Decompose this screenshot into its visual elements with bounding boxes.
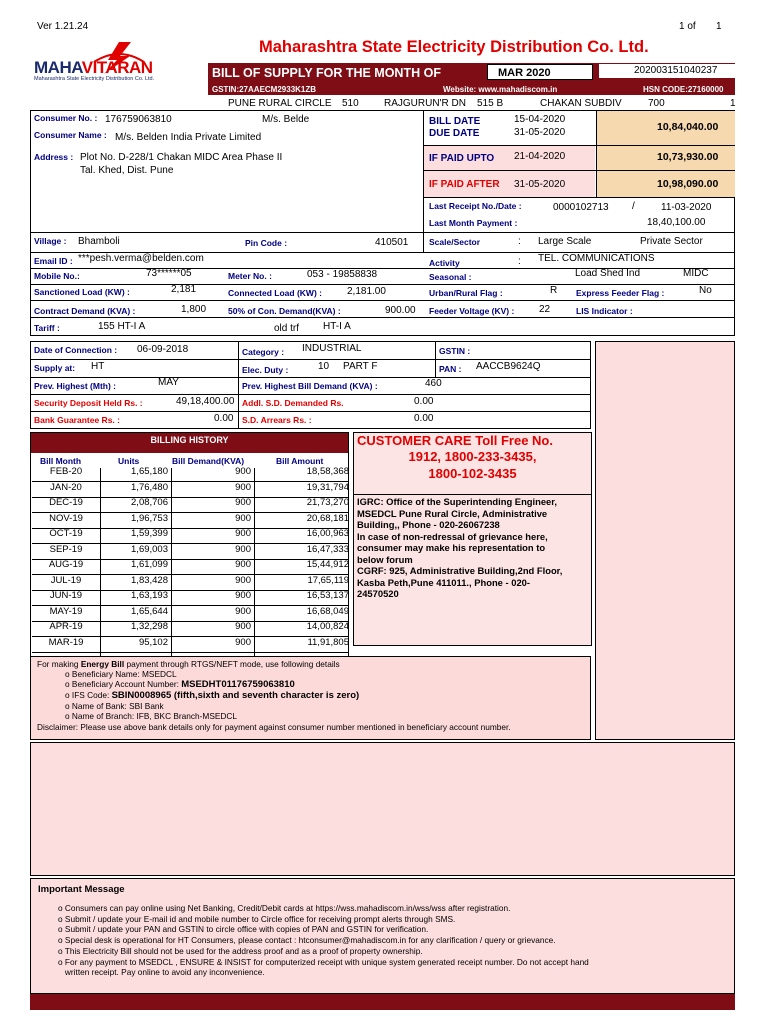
igrc-line: Building,, Phone - 020-26067238 <box>357 519 500 530</box>
connection-date: 06-09-2018 <box>137 344 189 355</box>
history-cell-month: APR-19 <box>49 621 83 632</box>
table-row <box>32 637 347 653</box>
history-header-month: Bill Month <box>40 456 82 466</box>
history-cell-units: 2,08,706 <box>131 497 168 508</box>
category-label: Category : <box>242 347 285 357</box>
table-row <box>32 590 347 606</box>
security-deposit-label: Security Deposit Held Rs. : <box>34 398 143 408</box>
table-row <box>32 497 347 513</box>
history-cell-amount: 11,91,805 <box>307 636 349 648</box>
division-name: RAJGURUN'R DN <box>384 98 466 109</box>
history-cell-demand: 900 <box>235 636 251 648</box>
igrc-line: consumer may make his representation to <box>357 542 546 553</box>
last-receipt-date: 11-03-2020 <box>661 202 712 213</box>
table-row <box>32 606 347 622</box>
fifty-percent-label: 50% of Con. Demand(KVA) : <box>228 306 341 316</box>
lis-indicator-label: LIS Indicator : <box>576 306 633 316</box>
divider <box>30 317 735 318</box>
sector: Private Sector <box>640 236 703 247</box>
receipt-separator: / <box>632 201 635 212</box>
igrc-line: MSEDCL Pune Rural Circle, Administrative <box>357 507 548 519</box>
payment-intro-c: payment through RTGS/NEFT mode, use following details <box>124 659 340 669</box>
circle-name: PUNE RURAL CIRCLE <box>228 98 332 109</box>
blank-message-area <box>30 742 735 876</box>
table-row <box>32 528 347 544</box>
history-cell-month: FEB-20 <box>49 466 83 477</box>
pin-code: 410501 <box>375 237 409 248</box>
billing-history-title: BILLING HISTORY <box>31 433 348 453</box>
history-cell-units: 95,102 <box>138 636 168 648</box>
history-cell-amount: 16,47,333 <box>306 543 349 555</box>
history-cell-demand: 900 <box>235 559 251 570</box>
meter-number: 053 - 19858838 <box>307 269 378 280</box>
divider <box>30 359 591 360</box>
sd-arrears: 0.00 <box>414 413 434 424</box>
logo-word-a: MAHA <box>34 58 82 77</box>
history-cell-amount: 20,68,181 <box>306 512 349 524</box>
hsn-code: HSN CODE:27160000 <box>643 85 724 94</box>
branch-name: o Name of Branch: IFB, BKC Branch-MSEDCL <box>65 711 237 721</box>
payment-disclaimer: Disclaimer: Please use above bank details only for payment against consumer number mentioned in beneficiary account number. <box>37 722 511 732</box>
bill-title: BILL OF SUPPLY FOR THE MONTH OF <box>212 66 441 80</box>
important-message-line: o Special desk is operational for HT Consumers, please contact : htconsumer@mahadiscom.in for any clarification / query or grievance. <box>58 935 556 946</box>
history-cell-amount: 19,31,794 <box>306 481 349 493</box>
last-receipt-label: Last Receipt No./Date : <box>429 201 522 211</box>
history-cell-demand: 900 <box>235 528 251 539</box>
last-payment-label: Last Month Payment : <box>429 218 518 228</box>
mahavitaran-logo <box>34 40 204 88</box>
history-header-amount: Bill Amount <box>276 456 324 466</box>
division-code: 515 B <box>477 98 504 109</box>
sheet-number: 1 <box>730 98 736 109</box>
divider <box>30 394 591 395</box>
igrc-line: Kasba Peth,Pune 411011., Phone - 020- <box>357 576 530 588</box>
activity-colon: : <box>518 256 521 267</box>
history-cell-demand: 900 <box>235 621 251 632</box>
table-row <box>32 544 347 560</box>
igrc-line: below forum <box>357 553 413 565</box>
history-cell-units: 1,65,644 <box>131 605 168 617</box>
email: ***pesh.verma@belden.com <box>78 253 204 264</box>
due-date-label: DUE DATE <box>429 128 480 139</box>
addl-sd: 0.00 <box>414 396 434 407</box>
circle-code: 510 <box>342 98 359 109</box>
bill-date: 15-04-2020 <box>514 114 566 125</box>
consumer-no-label: Consumer No. : <box>34 113 98 123</box>
paid-upto-label: IF PAID UPTO <box>429 153 495 164</box>
payment-intro <box>37 659 340 669</box>
gstin-header: GSTIN:27AAECM2933K1ZB <box>212 85 317 94</box>
bill-month: MAR 2020 <box>487 64 593 80</box>
bank-name: o Name of Bank: SBI Bank <box>65 701 164 711</box>
important-message-line: o Submit / update your PAN and GSTIN to circle office with copies of PAN and GSTIN for verification. <box>58 924 429 935</box>
paid-after-date: 31-05-2020 <box>514 179 566 190</box>
important-message-line: written receipt. Pay online to avoid any inconvenience. <box>58 967 265 978</box>
old-tariff: HT-I A <box>323 321 351 332</box>
paid-after-label: IF PAID AFTER <box>429 179 500 190</box>
history-cell-month: JUL-19 <box>50 574 82 586</box>
igrc-line: CGRF: 925, Administrative Building,2nd Floor, <box>357 565 563 576</box>
history-cell-month: SEP-19 <box>49 543 83 555</box>
feeder-voltage: 22 <box>539 304 551 315</box>
contract-demand: 1,800 <box>181 304 207 315</box>
history-cell-amount: 17,65,119 <box>307 574 349 586</box>
account-number: MSEDHT01176759063810 <box>181 679 295 690</box>
table-row <box>32 575 347 591</box>
table-row <box>32 559 347 575</box>
history-cell-amount: 14,00,824 <box>306 621 349 632</box>
connected-load: 2,181.00 <box>347 286 386 297</box>
prev-highest: MAY <box>158 377 179 388</box>
page-total: 1 <box>716 21 722 32</box>
history-cell-demand: 900 <box>235 574 251 586</box>
right-panel <box>595 341 735 740</box>
paid-upto-date: 21-04-2020 <box>514 151 566 162</box>
history-cell-month: JUN-19 <box>49 590 83 601</box>
activity: TEL. COMMUNICATIONS <box>538 253 655 264</box>
history-header-units: Units <box>118 456 140 466</box>
tariff-label: Tariff : <box>34 323 60 333</box>
history-cell-amount: 16,00,963 <box>306 528 349 539</box>
bank-guarantee-label: Bank Guarantee Rs. : <box>34 415 120 425</box>
history-cell-units: 1,59,399 <box>131 528 168 539</box>
load-shed-value: MIDC <box>683 268 709 279</box>
ifs-value: SBIN0008965 (fifth,sixth and seventh character is zero) <box>111 690 360 701</box>
history-cell-month: AUG-19 <box>48 559 84 570</box>
supply: HT <box>91 361 105 372</box>
company-name: Maharashtra State Electricity Distribution Co. Ltd. <box>259 38 649 56</box>
history-cell-amount: 21,73,270 <box>306 497 349 508</box>
history-cell-month: MAR-19 <box>48 636 84 648</box>
connection-date-label: Date of Connection : <box>34 345 118 355</box>
sanctioned-load-label: Sanctioned Load (KW) : <box>34 287 130 297</box>
address-line-2: Tal. Khed, Dist. Pune <box>80 165 174 176</box>
category: INDUSTRIAL <box>302 343 362 354</box>
history-cell-units: 1,32,298 <box>131 621 168 632</box>
express-feeder-label: Express Feeder Flag : <box>576 288 665 298</box>
payment-intro-a: For making <box>37 659 81 669</box>
important-message-line: o For any payment to MSEDCL , ENSURE & INSIST for computerized receipt with unique system generated receipt number. Do not accept hand <box>58 956 589 967</box>
customer-care-line-3: 1800-102-3435 <box>428 466 517 481</box>
history-cell-amount: 18,58,368 <box>306 466 349 477</box>
history-cell-demand: 900 <box>235 512 251 524</box>
last-receipt-no: 0000102713 <box>553 202 609 213</box>
divider <box>32 652 349 653</box>
pan: AACCB9624Q <box>476 361 541 372</box>
table-row <box>32 466 347 482</box>
old-tariff-label: old trf <box>274 323 300 334</box>
fifty-percent-demand: 900.00 <box>385 305 416 316</box>
activity-label: Activity <box>429 258 460 268</box>
subdivision-name: CHAKAN SUBDIV <box>540 98 622 109</box>
history-cell-units: 1,63,193 <box>131 590 168 601</box>
igrc-line: In case of non-redressal of grievance here, <box>357 530 548 542</box>
paid-upto-amount: 10,73,930.00 <box>657 151 719 163</box>
history-cell-demand: 900 <box>235 466 251 477</box>
mobile: 73******05 <box>146 268 192 279</box>
history-cell-month: OCT-19 <box>49 528 83 539</box>
igrc-line: 24570520 <box>357 588 399 599</box>
logo-tagline: Maharashtra State Electricity Distribution Co. Ltd. <box>34 76 155 82</box>
history-cell-amount: 16,53,137 <box>306 590 349 601</box>
history-cell-month: NOV-19 <box>49 512 83 524</box>
table-row <box>32 513 347 529</box>
sd-arrears-label: S.D. Arrears Rs. : <box>242 415 312 425</box>
footer-band <box>30 994 735 1010</box>
last-payment: 18,40,100.00 <box>647 217 706 228</box>
consumer-no: 176759063810 <box>105 114 172 125</box>
urban-rural-label: Urban/Rural Flag : <box>429 288 503 298</box>
history-cell-demand: 900 <box>235 605 251 617</box>
security-deposit: 49,18,400.00 <box>176 396 235 407</box>
scale: Large Scale <box>538 236 592 247</box>
divider <box>238 341 239 429</box>
subdivision-code: 700 <box>648 98 665 109</box>
important-message-line: o Submit / update your E-mail id and mobile number to Circle office for receiving prompt alerts through SMS. <box>58 913 456 924</box>
history-cell-amount: 16,68,049 <box>306 605 349 617</box>
divider <box>30 300 735 301</box>
history-cell-month: JAN-20 <box>50 481 82 493</box>
pan-label: PAN : <box>439 364 462 374</box>
igrc-line: IGRC: Office of the Superintending Engineer, <box>357 496 558 507</box>
history-cell-amount: 15,44,912 <box>306 559 349 570</box>
history-cell-demand: 900 <box>235 481 251 493</box>
bill-date-label: BILL DATE <box>429 116 481 127</box>
ifs-code <box>65 690 359 701</box>
important-message-title: Important Message <box>38 884 125 895</box>
paid-after-amount: 10,98,090.00 <box>657 178 719 190</box>
scale-colon: : <box>518 236 521 247</box>
table-row <box>32 621 347 637</box>
history-cell-units: 1,83,428 <box>131 574 168 586</box>
bill-number: 202003151040237 <box>599 64 735 78</box>
addl-sd-label: Addl. S.D. Demanded Rs. <box>242 398 344 408</box>
consumer-short-name: M/s. Belde <box>262 114 310 125</box>
page-indicator: 1 of <box>679 21 696 32</box>
pin-label: Pin Code : <box>245 238 288 248</box>
history-cell-units: 1,96,753 <box>131 512 168 524</box>
history-cell-demand: 900 <box>235 497 251 508</box>
history-cell-month: DEC-19 <box>49 497 83 508</box>
express-feeder: No <box>699 285 712 296</box>
history-cell-units: 1,61,099 <box>131 559 168 570</box>
divider <box>30 377 591 378</box>
account-label: o Beneficiary Account Number: <box>65 679 182 689</box>
important-message-line: o This Electricity Bill should not be used for the address proof and as a proof of property ownership. <box>58 945 423 956</box>
address-label: Address : <box>34 152 74 162</box>
load-shed-label: Load Shed Ind <box>575 268 641 279</box>
beneficiary-account <box>65 679 295 690</box>
tariff: 155 HT-I A <box>98 321 146 332</box>
history-cell-demand: 900 <box>235 543 251 555</box>
feeder-voltage-label: Feeder Voltage (KV) : <box>429 306 515 316</box>
version-label: Ver 1.21.24 <box>37 21 89 32</box>
email-label: Email ID : <box>34 256 73 266</box>
meter-label: Meter No. : <box>228 271 272 281</box>
elec-duty-label: Elec. Duty : <box>242 365 289 375</box>
village-label: Village : <box>34 236 67 246</box>
bill-amount: 10,84,040.00 <box>657 121 719 133</box>
divider <box>30 284 735 285</box>
payment-intro-b: Energy Bill <box>80 659 125 669</box>
history-cell-units: 1,76,480 <box>131 481 168 493</box>
history-cell-units: 1,69,003 <box>131 543 168 555</box>
history-cell-units: 1,65,180 <box>131 466 168 477</box>
prev-highest-label: Prev. Highest (Mth) : <box>34 381 117 391</box>
connected-load-label: Connected Load (KW) : <box>228 288 322 298</box>
table-row <box>32 482 347 498</box>
due-date: 31-05-2020 <box>514 127 566 138</box>
customer-care-title: CUSTOMER CARE Toll Free No. <box>357 433 553 448</box>
prev-bill-demand: 460 <box>425 378 442 389</box>
website: Website: www.mahadiscom.in <box>443 85 558 94</box>
supply-label: Supply at: <box>34 363 76 373</box>
beneficiary-name: o Beneficiary Name: MSEDCL <box>65 669 177 679</box>
village: Bhamboli <box>78 236 120 247</box>
elec-duty: 10 PART F <box>318 361 378 372</box>
important-message-line: o Consumers can pay online using Net Banking, Credit/Debit cards at https://wss.mahadiscom.in/wss/wss after registration. <box>58 903 511 913</box>
ifs-label: o IFS Code: <box>65 690 112 700</box>
logo-word-b: VITARAN <box>81 58 153 77</box>
address-line-1: Plot No. D-228/1 Chakan MIDC Area Phase II <box>80 152 283 163</box>
sanctioned-load: 2,181 <box>171 284 197 295</box>
history-cell-month: MAY-19 <box>49 605 83 617</box>
divider <box>424 197 735 198</box>
mobile-label: Mobile No.: <box>34 271 80 281</box>
consumer-name-label: Consumer Name : <box>34 130 107 140</box>
seasonal-label: Seasonal : <box>429 272 472 282</box>
divider <box>30 411 591 412</box>
bank-guarantee: 0.00 <box>214 413 234 424</box>
history-cell-demand: 900 <box>235 590 251 601</box>
urban-rural-flag: R <box>550 285 558 296</box>
customer-care-line-2: 1912, 1800-233-3435, <box>408 449 537 464</box>
contract-demand-label: Contract Demand (KVA) : <box>34 306 136 316</box>
prev-bill-demand-label: Prev. Highest Bill Demand (KVA) : <box>242 381 378 391</box>
history-header-demand: Bill Demand(KVA) <box>172 456 245 466</box>
divider <box>30 232 735 233</box>
consumer-name: M/s. Belden India Private Limited <box>115 132 262 143</box>
scale-label: Scale/Sector <box>429 237 481 247</box>
gstin-label: GSTIN : <box>439 346 471 356</box>
